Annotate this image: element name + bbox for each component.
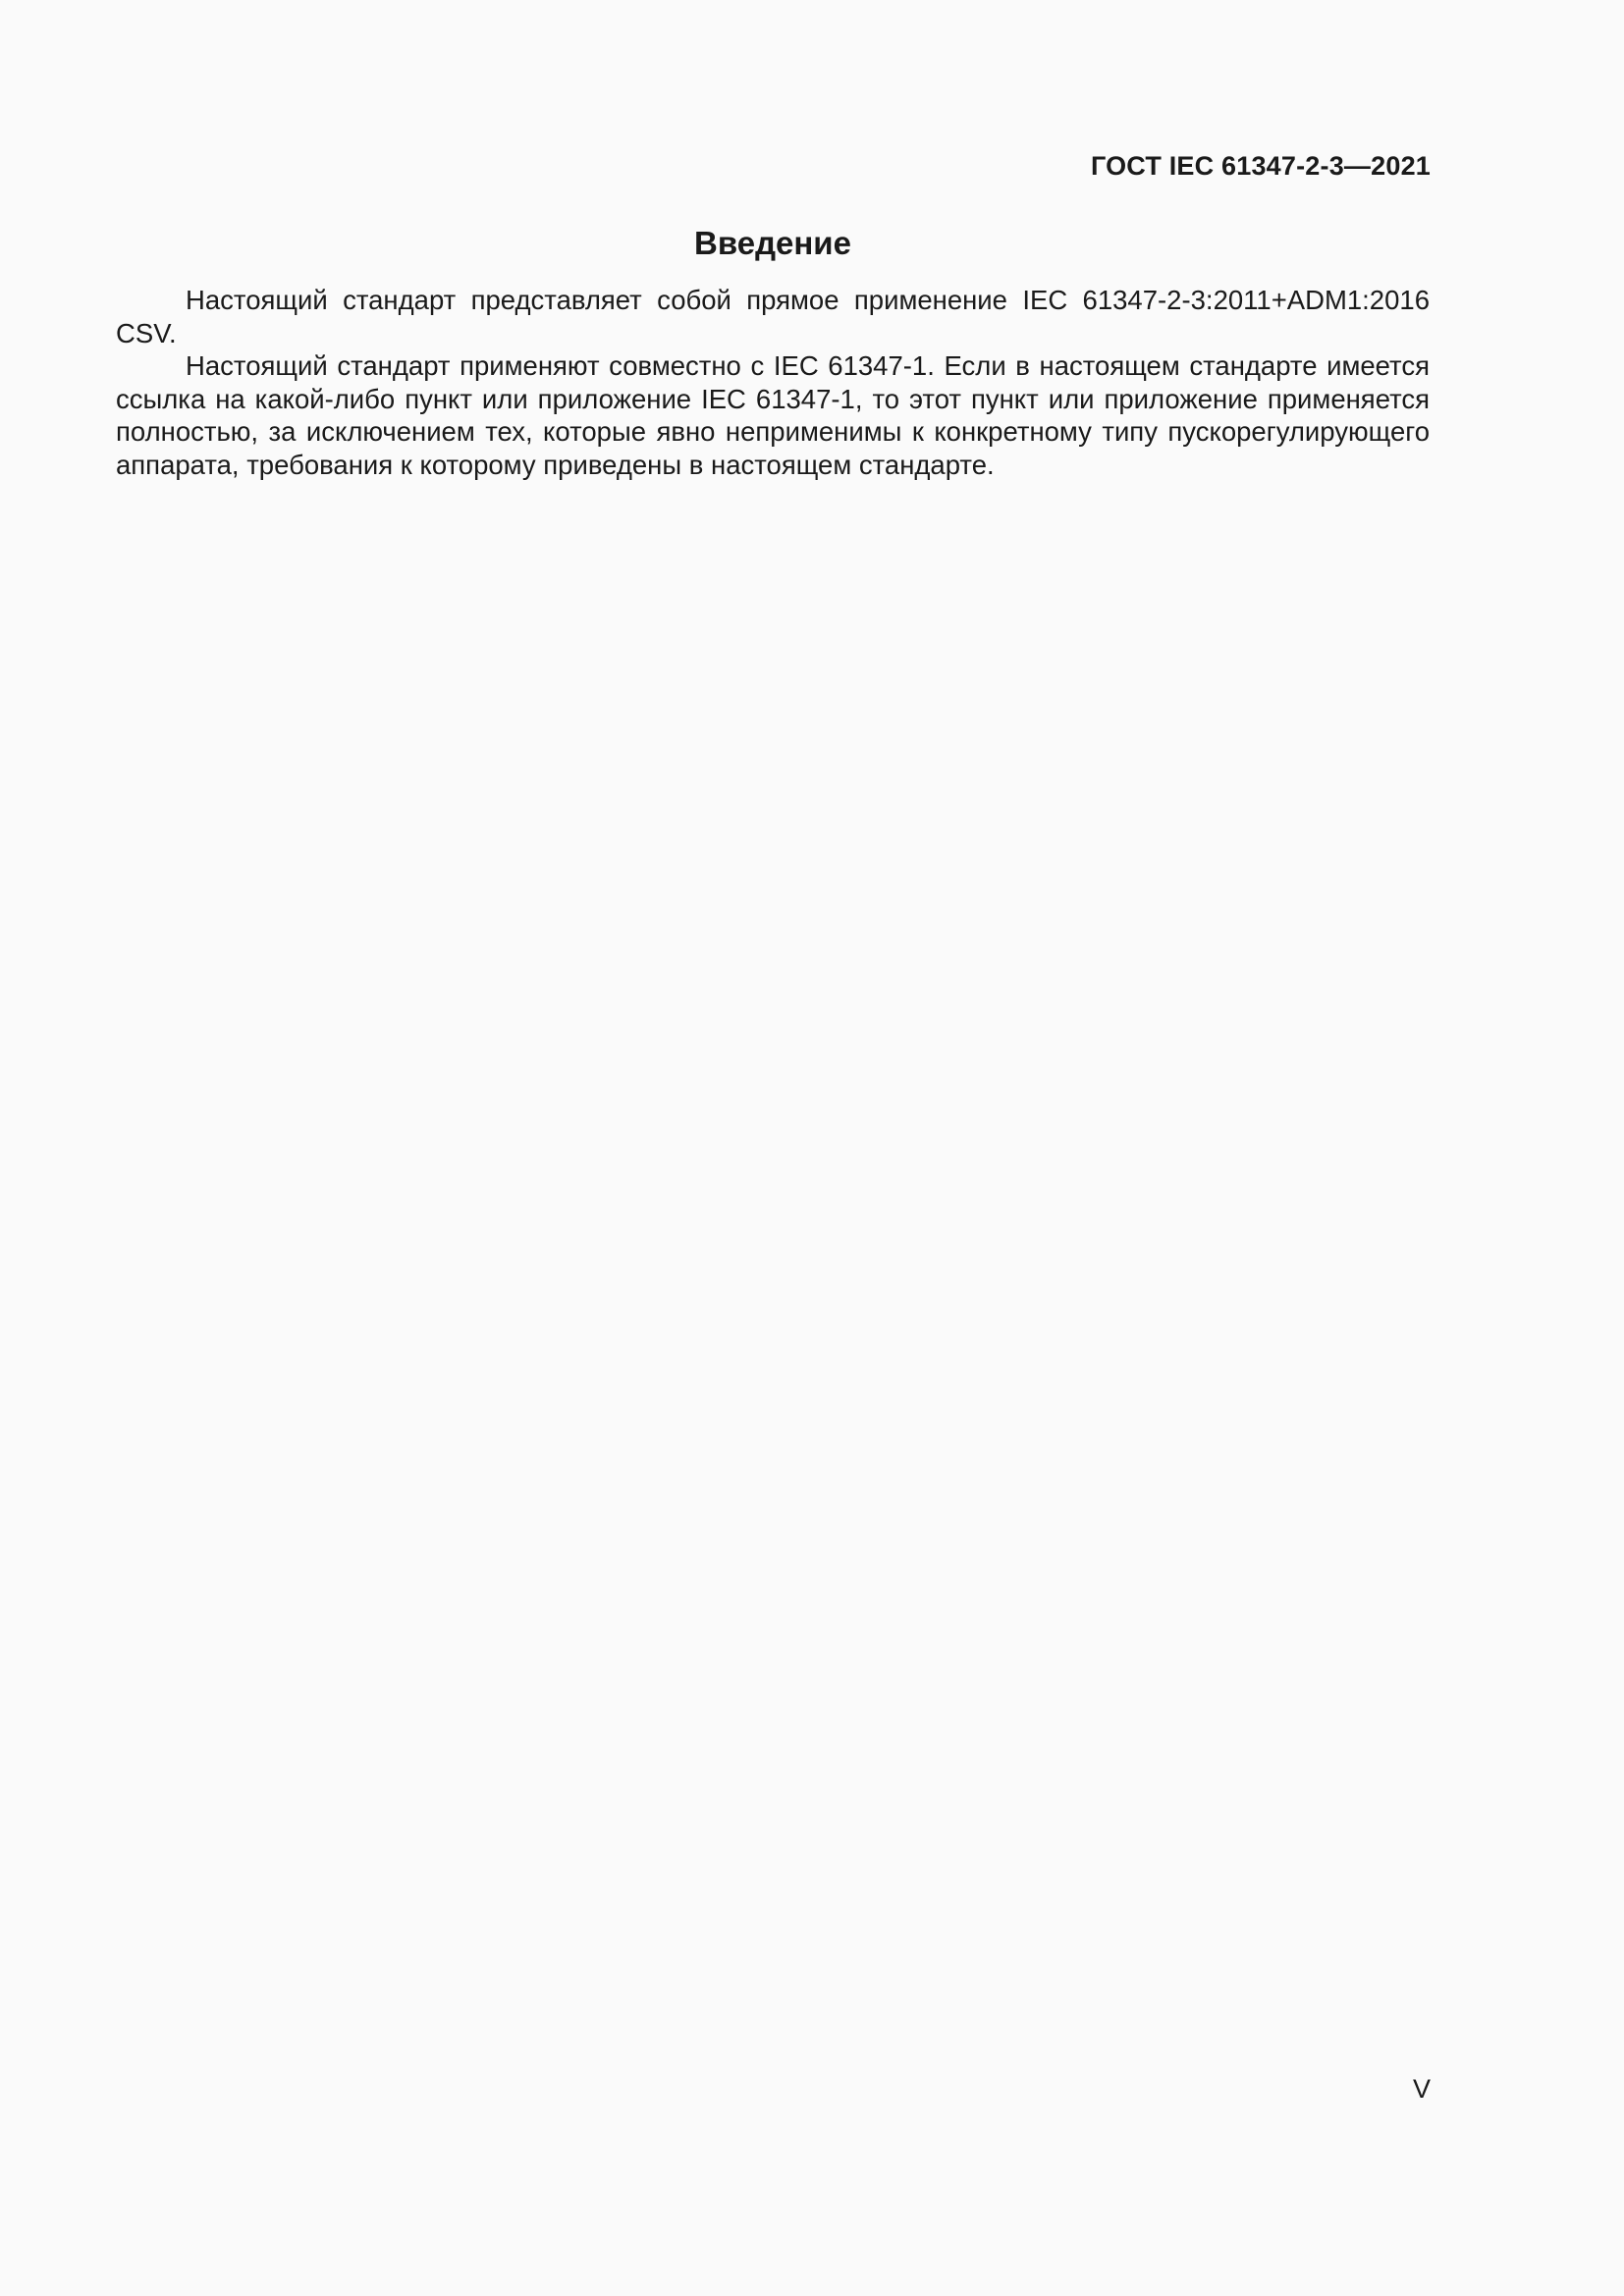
- page-number: V: [1412, 2074, 1431, 2104]
- paragraph-1: Настоящий стандарт представляет собой прямое применение IEC 61347-2-3:2011+ADM1:2016 CSV.: [116, 285, 1430, 348]
- paragraph-2: Настоящий стандарт применяют совместно с IEC 61347-1. Если в настоящем стандарте имеется ссылка на какой-либо пункт или приложение IEC 61347-1, то этот пункт или приложение применяется полностью, за исключением тех, которые явно неприменимы к конкретному типу пускорегулирующего аппарата, требования к которому приведены в настоящем стандарте.: [116, 350, 1430, 480]
- section-body: [116, 284, 1430, 481]
- document-code-header: ГОСТ IEC 61347-2-3—2021: [1090, 151, 1431, 181]
- section-title: Введение: [694, 225, 851, 261]
